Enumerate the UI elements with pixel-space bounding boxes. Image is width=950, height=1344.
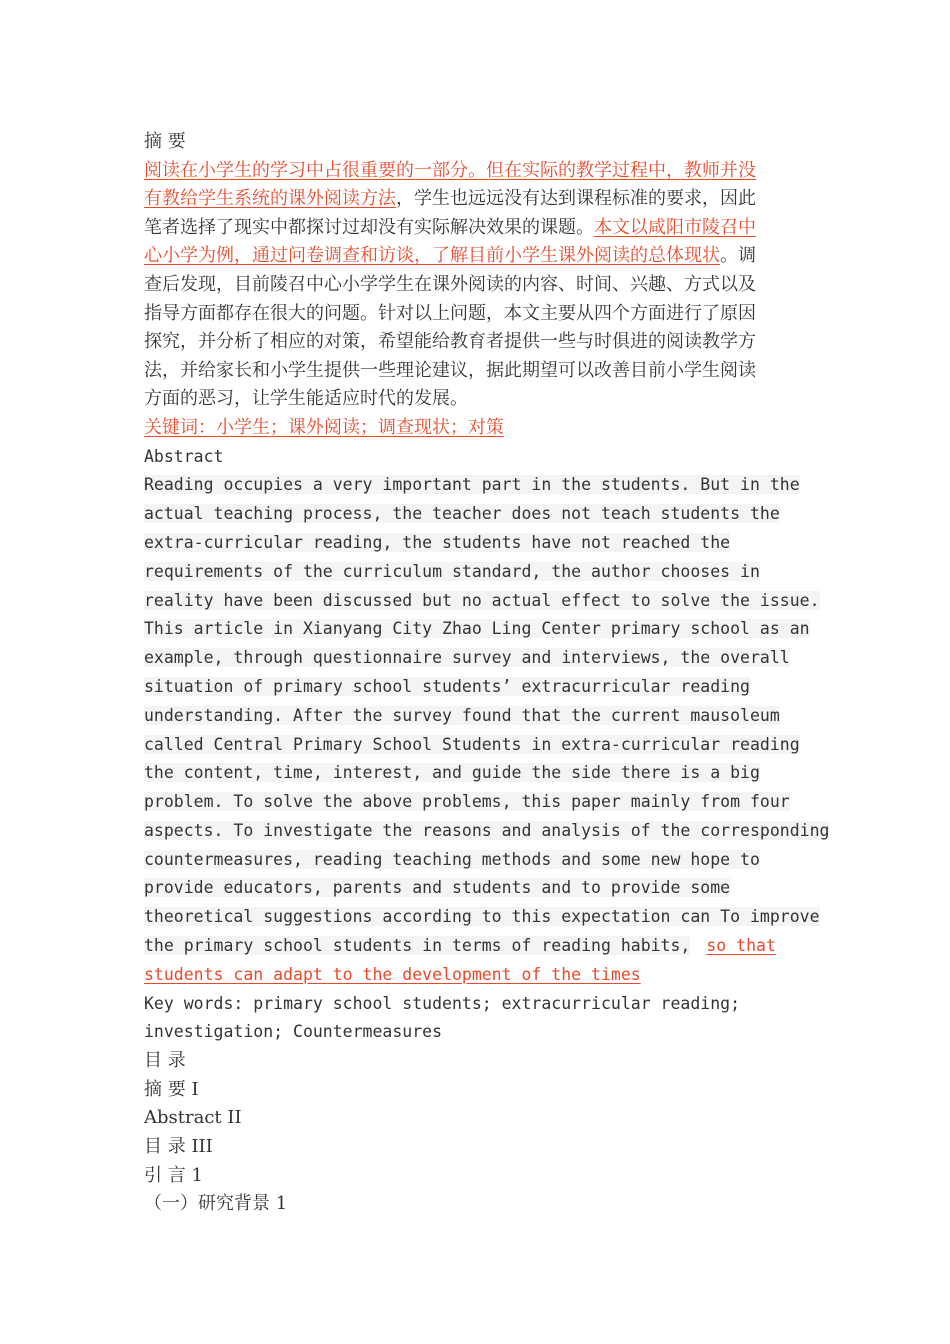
abstract-zh-body: [144, 157, 809, 414]
abstract-en-text: provide educators, parents and students and to provide some: [144, 878, 731, 898]
abstract-en-line: [144, 471, 809, 500]
abstract-zh-line: [144, 185, 809, 214]
abstract-en-text: example, through questionnaire survey and interviews, the overall: [144, 648, 790, 668]
abstract-en-line: [144, 529, 809, 558]
abstract-zh-text: 。调: [720, 245, 756, 267]
abstract-zh-highlight: 有教给学生系统的课外阅读方法: [144, 188, 396, 210]
abstract-en-text: understanding. After the survey found that the current mausoleum: [144, 705, 780, 725]
abstract-en-line: [144, 615, 809, 644]
abstract-en-highlight: students can adapt to the development of the times: [144, 964, 641, 984]
abstract-en-line: [144, 673, 809, 702]
abstract-en-text: situation of primary school students’ extracurricular reading: [144, 676, 750, 696]
keywords-en-line: Key words: primary school students; extracurricular reading;: [144, 993, 741, 1013]
toc-item[interactable]: 目 录 III: [144, 1136, 213, 1158]
abstract-en-line: [144, 587, 820, 616]
keywords-en-line: investigation; Countermeasures: [144, 1022, 443, 1042]
abstract-zh-line: [144, 328, 809, 357]
abstract-zh-highlight: 本文以咸阳市陵召中: [594, 216, 756, 238]
abstract-zh-line: [144, 214, 809, 243]
abstract-zh-line: [144, 157, 809, 186]
abstract-en-text: problem. To solve the above problems, this paper mainly from four: [144, 792, 790, 812]
keywords-zh: 关键词：小学生；课外阅读；调查现状；对策: [144, 416, 504, 438]
abstract-en-line: [144, 932, 809, 961]
toc-item[interactable]: Abstract II: [144, 1107, 242, 1129]
abstract-zh-text: 法，并给家长和小学生提供一些理论建议，据此期望可以改善目前小学生阅读: [144, 359, 756, 381]
abstract-en-line: [144, 961, 809, 990]
abstract-zh-line: [144, 242, 809, 271]
abstract-en-body: [144, 471, 830, 932]
abstract-zh-text: 方面的恶习，让学生能适应时代的发展。: [144, 388, 468, 410]
toc-heading: 目 录: [144, 1050, 186, 1072]
abstract-zh-line: [144, 300, 809, 329]
abstract-en-line: [144, 903, 820, 932]
abstract-en-heading: Abstract: [144, 446, 224, 466]
abstract-zh-text: 指导方面都存在很大的问题。针对以上问题，本文主要从四个方面进行了原因: [144, 302, 756, 324]
abstract-en-text: theoretical suggestions according to this expectation can To improve: [144, 907, 820, 927]
abstract-en-line: [144, 846, 809, 875]
abstract-en-text: extra-curricular reading, the students have not reached the: [144, 532, 731, 552]
abstract-en-text: aspects. To investigate the reasons and analysis of the corresponding: [144, 820, 830, 840]
document-content: [144, 128, 830, 1219]
abstract-zh-highlight: 阅读在小学生的学习中占很重要的一部分。但在实际的教学过程中，教师并没: [144, 159, 756, 181]
abstract-en-text: actual teaching process, the teacher does not teach students the: [144, 504, 780, 524]
abstract-en-text: requirements of the curriculum standard, the author chooses in: [144, 561, 760, 581]
abstract-en-line: [144, 731, 809, 760]
abstract-zh-line: [144, 385, 809, 414]
abstract-en-line: [144, 874, 809, 903]
abstract-en-line: [144, 759, 809, 788]
abstract-en-text: the content, time, interest, and guide the side there is a big: [144, 763, 760, 783]
abstract-zh-text: 笔者选择了现实中都探讨过却没有实际解决效果的课题。: [144, 216, 594, 238]
abstract-zh-line: [144, 271, 809, 300]
toc-item[interactable]: （一）研究背景 1: [144, 1193, 288, 1215]
abstract-en-line: [144, 644, 809, 673]
abstract-zh-heading: 摘 要: [144, 131, 186, 152]
abstract-en-text: countermeasures, reading teaching methods and some new hope to: [144, 849, 760, 869]
toc-item[interactable]: 摘 要 I: [144, 1078, 199, 1100]
abstract-zh-highlight: 心小学为例，通过问卷调查和访谈，了解目前小学生课外阅读的总体现状: [144, 245, 720, 267]
abstract-zh-text: 探究，并分析了相应的对策，希望能给教育者提供一些与时俱进的阅读教学方: [144, 331, 756, 353]
abstract-en-text: Reading occupies a very important part in the students. But in the: [144, 475, 800, 495]
abstract-zh-text: ，学生也远远没有达到课程标准的要求，因此: [396, 188, 756, 210]
abstract-en-text: reality have been discussed but no actual effect to solve the issue.: [144, 590, 820, 610]
abstract-zh-line: [144, 357, 809, 386]
abstract-en-text: called Central Primary School Students in extra-curricular reading: [144, 734, 800, 754]
abstract-en-line: [144, 558, 809, 587]
abstract-en-line: [144, 817, 830, 846]
toc-item[interactable]: 引 言 1: [144, 1164, 203, 1186]
abstract-en-text: This article in Xianyang City Zhao Ling Center primary school as an: [144, 619, 810, 639]
abstract-en-line: [144, 788, 809, 817]
abstract-en-highlight: so that: [706, 936, 776, 956]
abstract-en-line: [144, 702, 809, 731]
abstract-en-line: [144, 500, 809, 529]
abstract-en-text: the primary school students in terms of reading habits,: [144, 936, 691, 956]
abstract-zh-text: 查后发现，目前陵召中心小学学生在课外阅读的内容、时间、兴趣、方式以及: [144, 273, 756, 295]
